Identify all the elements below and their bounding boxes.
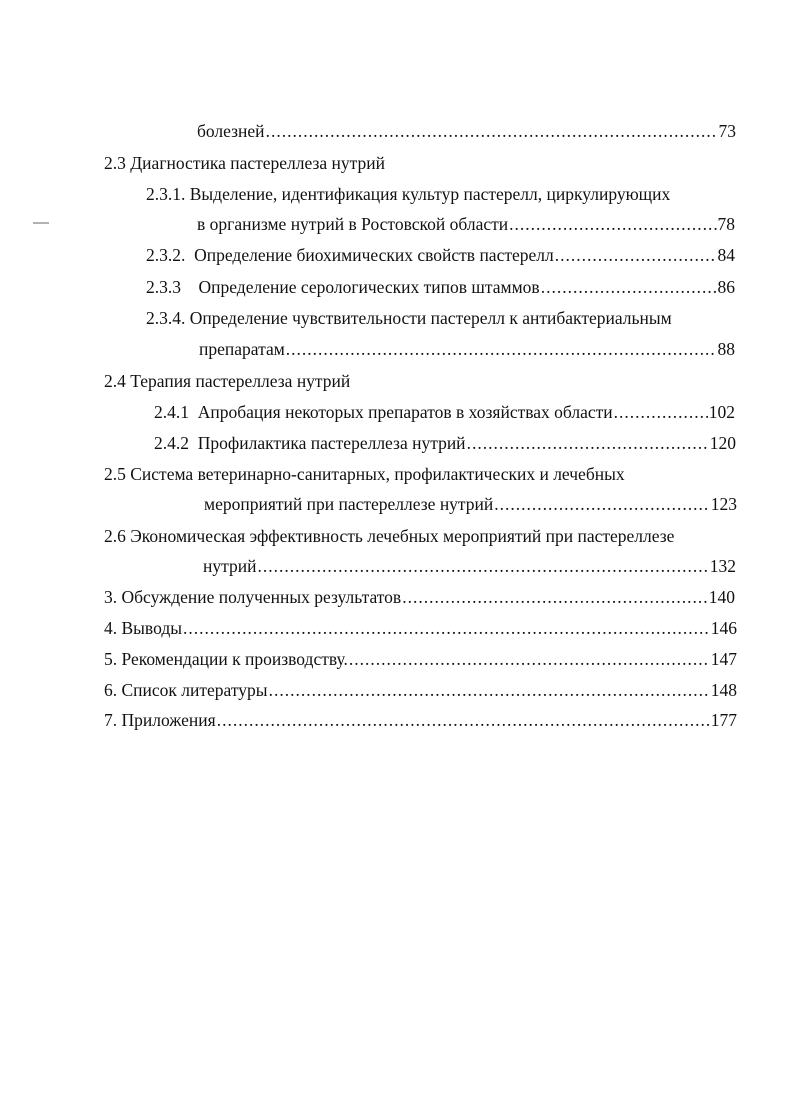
toc-entry-number: 2.4.1 <box>154 402 189 422</box>
toc-entry-number: 2.4 <box>104 371 126 391</box>
toc-entry-page: 88 <box>717 339 735 359</box>
leader-dots <box>555 244 717 266</box>
toc-entry-title: Терапия пастереллеза нутрий <box>130 371 351 391</box>
leader-dots <box>541 276 717 298</box>
toc-section-heading[interactable] <box>104 370 350 392</box>
toc-entry-title: Выводы <box>121 618 182 638</box>
leader-dots <box>217 709 710 731</box>
toc-entry-number: 4. <box>104 618 118 638</box>
leader-dots <box>494 493 709 515</box>
toc-entry-number: 5. <box>104 649 118 669</box>
toc-entry[interactable] <box>154 432 736 454</box>
toc-entry[interactable] <box>154 401 735 423</box>
toc-entry[interactable] <box>197 120 736 142</box>
toc-entry-number: 2.5 <box>104 464 126 484</box>
toc-entry-title: Определение чувствительности пастерелл к антибактериальным <box>189 308 672 328</box>
toc-entry[interactable] <box>146 307 672 329</box>
toc-entry-title-cont: в организме нутрий в Ростовской области <box>197 214 509 234</box>
toc-entry[interactable] <box>104 586 735 608</box>
toc-entry-number: 7. <box>104 710 118 730</box>
toc-entry[interactable] <box>104 709 737 731</box>
toc-entry[interactable] <box>104 617 737 639</box>
toc-entry-number: 2.3.4. <box>146 308 186 328</box>
toc-entry[interactable] <box>104 679 737 701</box>
toc-entry-number: 2.3 <box>104 153 126 173</box>
toc-entry-title: Определение серологических типов штаммов <box>198 277 540 297</box>
toc-entry[interactable] <box>104 648 737 670</box>
leader-dots <box>614 401 708 423</box>
toc-section-heading[interactable] <box>104 152 385 174</box>
toc-entry-page: 123 <box>710 494 737 514</box>
toc-entry-title-cont: мероприятий при пастереллезе нутрий <box>204 494 494 514</box>
toc-entry-title: Определение биохимических свойств пастерелл <box>194 245 554 265</box>
toc-entry[interactable] <box>146 183 670 205</box>
toc-entry-number: 2.6 <box>104 526 126 546</box>
toc-entry-page: 120 <box>709 433 736 453</box>
toc-entry-page: 102 <box>708 402 735 422</box>
leader-dots <box>286 338 717 360</box>
leader-dots <box>509 213 716 235</box>
toc-entry-continuation[interactable] <box>199 338 735 360</box>
toc-entry-page: 140 <box>708 587 735 607</box>
toc-entry-title-cont: препаратам <box>199 339 285 359</box>
toc-entry-number: 2.4.2 <box>154 433 189 453</box>
toc-entry-page: 177 <box>710 710 737 730</box>
toc-entry-title: Профилактика пастереллеза нутрий <box>197 433 466 453</box>
toc-entry-title: Система ветеринарно-санитарных, профилактических и лечебных <box>130 464 625 484</box>
toc-entry-continuation[interactable] <box>204 493 737 515</box>
toc-entry-title: Рекомендации к производству. <box>121 649 348 669</box>
toc-entry-number: 6. <box>104 680 118 700</box>
toc-entry-title: Выделение, идентификация культур пастерелл, циркулирующих <box>189 184 671 204</box>
toc-entry-page: 73 <box>718 121 736 141</box>
toc-entry[interactable] <box>146 244 735 266</box>
toc-entry[interactable] <box>104 463 625 485</box>
leader-dots <box>467 432 709 454</box>
toc-entry-number: 2.3.3 <box>146 277 181 297</box>
scan-mark <box>33 221 49 225</box>
toc-entry-continuation[interactable] <box>197 213 735 235</box>
toc-entry-title: Приложения <box>121 710 216 730</box>
toc-entry-number: 3. <box>104 587 118 607</box>
toc-entry-title-cont: нутрий <box>203 556 257 576</box>
toc-entry-page: 84 <box>717 245 735 265</box>
toc-entry-title: Список литературы <box>121 680 268 700</box>
toc-entry-page: 148 <box>710 680 737 700</box>
leader-dots <box>266 120 718 142</box>
toc-entry-page: 78 <box>717 214 735 234</box>
toc-entry[interactable] <box>146 276 735 298</box>
leader-dots <box>269 679 710 701</box>
toc-entry-page: 147 <box>710 649 737 669</box>
toc-entry-page: 146 <box>710 618 737 638</box>
toc-entry-title: Апробация некоторых препаратов в хозяйствах области <box>197 402 613 422</box>
leader-dots <box>349 648 710 670</box>
leader-dots <box>402 586 708 608</box>
toc-entry-number: 2.3.1. <box>146 184 186 204</box>
toc-entry-title: Обсуждение полученных результатов <box>121 587 402 607</box>
toc-entry-page: 86 <box>717 277 735 297</box>
leader-dots <box>257 555 708 577</box>
toc-entry[interactable] <box>104 525 674 547</box>
toc-entry-title: Диагностика пастереллеза нутрий <box>130 153 385 173</box>
toc-entry-number: 2.3.2. <box>146 245 186 265</box>
leader-dots <box>183 617 710 639</box>
toc-entry-title: Экономическая эффективность лечебных мероприятий при пастереллезе <box>130 526 675 546</box>
toc-entry-continuation[interactable] <box>203 555 736 577</box>
toc-entry-title: болезней <box>197 121 265 141</box>
toc-entry-page: 132 <box>709 556 736 576</box>
